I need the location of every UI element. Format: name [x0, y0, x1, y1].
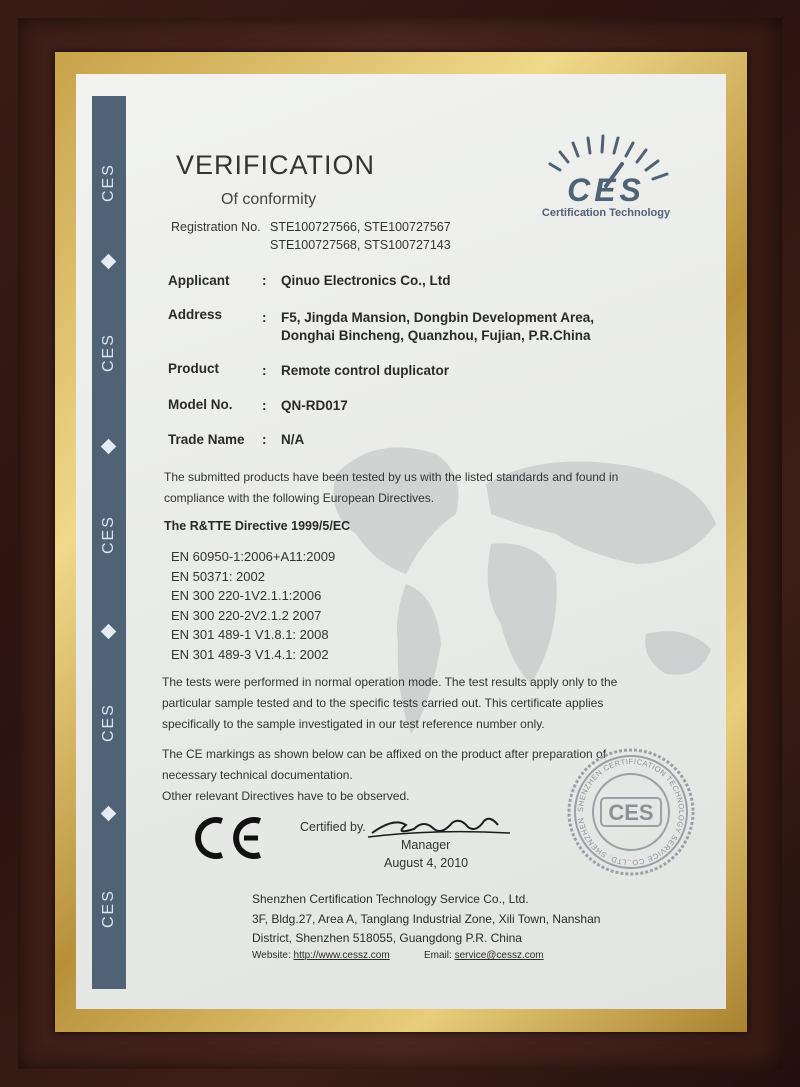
standard-item: EN 301 489-3 V1.4.1: 2002 [171, 646, 329, 662]
band-diamond [101, 806, 117, 822]
email-label: Email: [424, 950, 452, 961]
registration-numbers-1: STE100727566, STE100727567 [270, 220, 451, 234]
standard-item: EN 50371: 2002 [171, 568, 265, 584]
certificate-subtitle: Of conformity [221, 191, 317, 208]
certified-by-label: Certified by. [300, 820, 366, 834]
product-label: Product [168, 361, 220, 376]
tests-line: The tests were performed in normal operation mode. The test results apply only to the [162, 675, 618, 689]
field-separator: : [262, 432, 267, 447]
address-label: Address [168, 307, 223, 322]
model-value: QN-RD017 [281, 398, 348, 413]
website-label: Website: [252, 950, 291, 961]
footer-address-line2: District, Shenzhen 518055, Guangdong P.R. China [252, 931, 522, 945]
band-diamond [101, 439, 117, 455]
band-label: CES [100, 163, 117, 202]
standards-list [171, 547, 335, 664]
applicant-value: Qinuo Electronics Co., Ltd [281, 273, 451, 288]
field-separator: : [262, 273, 267, 288]
footer-website [252, 950, 390, 961]
certificate-title: VERIFICATION [176, 150, 376, 180]
band-label: CES [100, 703, 117, 742]
field-separator: : [262, 310, 267, 325]
certificate-paper [76, 74, 726, 1009]
band-label: CES [100, 515, 117, 554]
product-value: Remote control duplicator [281, 363, 450, 378]
registration-numbers-2: STE100727568, STS100727143 [270, 238, 451, 252]
seal-ring-text: SHENZHEN CERTIFICATION TECHNOLOGY SERVICE CO.,LTD. SHENZHEN [575, 756, 687, 868]
standard-item: EN 300 220-1V2.1.1:2006 [171, 588, 322, 603]
ce-note-line: Other relevant Directives have to be observed. [162, 789, 410, 803]
address-value-line2: Donghai Bincheng, Quanzhou, Fujian, P.R.China [281, 328, 591, 343]
footer-company: Shenzhen Certification Technology Service Co., Ltd. [252, 892, 529, 906]
website-link[interactable]: http://www.cessz.com [293, 950, 390, 961]
trade-name-label: Trade Name [168, 432, 245, 447]
email-link[interactable]: service@cessz.com [454, 950, 544, 961]
ce-note-line: The CE markings as shown below can be affixed on the product after preparation of [162, 747, 607, 761]
logo-letters: CES [567, 172, 645, 208]
ce-note-line: necessary technical documentation. [162, 768, 353, 782]
ces-logo [520, 128, 692, 220]
signature-date: August 4, 2010 [384, 856, 469, 870]
logo-caption: Certification Technology [541, 207, 671, 219]
tests-line: specifically to the sample investigated in our test reference number only. [162, 717, 545, 731]
ces-seal [567, 748, 695, 876]
field-separator: : [262, 363, 267, 378]
standard-item: EN 300 220-2V2.1.2 2007 [171, 607, 322, 623]
band-diamond [101, 624, 117, 640]
intro-line: The submitted products have been tested by us with the listed standards and found in [164, 470, 619, 484]
intro-line: compliance with the following European Directives. [164, 491, 435, 505]
footer-address-line1: 3F, Bldg.27, Area A, Tanglang Industrial Zone, Xili Town, Nanshan [252, 912, 601, 926]
field-separator: : [262, 398, 267, 413]
address-value-line1: F5, Jingda Mansion, Dongbin Development Area, [281, 310, 595, 325]
ce-mark-icon [192, 813, 270, 863]
band-label: CES [100, 333, 117, 372]
applicant-label: Applicant [168, 273, 230, 288]
registration-label: Registration No. [171, 220, 261, 234]
band-diamond [101, 254, 117, 270]
directive-heading: The R&TTE Directive 1999/5/EC [164, 519, 351, 533]
model-label: Model No. [168, 397, 233, 412]
standard-item: EN 301 489-1 V1.8.1: 2008 [171, 627, 329, 642]
standard-item: EN 60950-1:2006+A11:2009 [171, 549, 336, 564]
seal-center-text: CES [608, 800, 654, 825]
tests-line: particular sample tested and to the specific tests carried out. This certificate applies [162, 696, 604, 710]
intro-paragraph [164, 467, 664, 509]
signer-role: Manager [401, 838, 451, 852]
footer-email [424, 950, 544, 961]
tests-paragraph [162, 672, 682, 735]
trade-name-value: N/A [281, 432, 305, 447]
band-label: CES [100, 889, 117, 928]
ces-side-band [92, 96, 126, 989]
